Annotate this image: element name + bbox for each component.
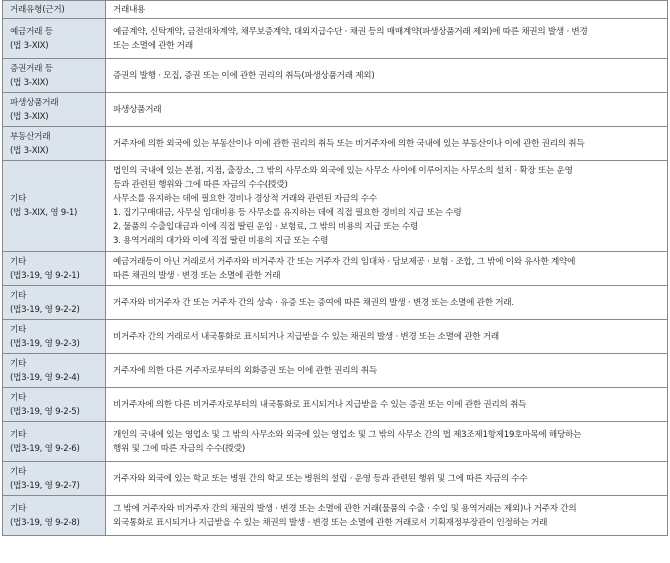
table-row bbox=[3, 422, 668, 462]
transaction-type-cell bbox=[3, 19, 106, 59]
content-line: 거주자에 의한 다른 거주자로부터의 외화증권 또는 이에 관한 권리의 취득 bbox=[113, 365, 377, 376]
transaction-content-cell bbox=[106, 161, 668, 252]
type-line: 기타 bbox=[10, 392, 27, 403]
type-line: 기타 bbox=[10, 503, 27, 514]
transaction-type-cell bbox=[3, 496, 106, 536]
content-line: 3. 용역거래의 대가와 이에 직접 딸린 비용의 지급 또는 수령 bbox=[113, 236, 329, 246]
transaction-content-cell bbox=[106, 59, 668, 93]
transaction-type-cell bbox=[3, 320, 106, 354]
type-line: 예금거래 등 bbox=[10, 26, 53, 37]
type-line: (법3-19, 영 9-2-7) bbox=[10, 480, 80, 491]
transaction-content-cell bbox=[106, 422, 668, 462]
type-line: 기타 bbox=[10, 358, 27, 369]
content-line: 비거주자 간의 거래로서 내국통화로 표시되거나 지급받을 수 있는 채권의 발생 · 변경 또는 소멸에 관한 거래 bbox=[113, 331, 499, 342]
table-row bbox=[3, 354, 668, 388]
transaction-type-cell bbox=[3, 286, 106, 320]
table-row bbox=[3, 320, 668, 354]
content-line: 개인의 국내에 있는 영업소 및 그 밖의 사무소와 외국에 있는 영업소 및 그 밖의 사무소 간의 법 제3조제1항제19호마목에 해당하는 bbox=[113, 429, 582, 440]
content-line: 그 밖에 거주자와 비거주자 간의 채권의 발생 · 변경 또는 소멸에 관한 거래(물품의 수출 · 수입 및 용역거래는 제외)나 거주자 간의 bbox=[113, 503, 577, 514]
content-line: 거주자와 비거주자 간 또는 거주자 간의 상속 · 유증 또는 증여에 따른 채권의 발생 · 변경 또는 소멸에 관한 거래. bbox=[113, 297, 514, 308]
table-row bbox=[3, 496, 668, 536]
type-line: (법 3-XIX) bbox=[10, 111, 49, 122]
type-line: (법 3-XIX) bbox=[10, 145, 49, 156]
content-line: 1. 집기구매대금, 사무실 임대비용 등 사무소를 유지하는 데에 직접 필요한 경비의 지급 또는 수령 bbox=[113, 208, 462, 218]
type-line: 기타 bbox=[10, 194, 27, 204]
type-line: (법3-19, 영 9-2-6) bbox=[10, 443, 80, 454]
transaction-type-cell bbox=[3, 462, 106, 496]
transaction-content-cell bbox=[106, 320, 668, 354]
type-line: (법3-19, 영 9-2-2) bbox=[10, 304, 80, 315]
transaction-type-cell bbox=[3, 422, 106, 462]
content-line: 사무소를 유지하는 데에 필요한 경비나 경상적 거래와 관련된 자금의 수수 bbox=[113, 194, 377, 204]
transaction-content-cell bbox=[106, 93, 668, 127]
transaction-content-cell bbox=[106, 388, 668, 422]
table-row bbox=[3, 388, 668, 422]
transaction-type-cell bbox=[3, 161, 106, 252]
content-line: 예금거래등이 아닌 거래로서 거주자와 비거주자 간 또는 거주자 간의 임대차 · 담보제공 · 보험 · 조합, 그 밖에 이와 유사한 계약에 bbox=[113, 256, 576, 267]
transaction-content-cell bbox=[106, 354, 668, 388]
content-line: 법인의 국내에 있는 본점, 지점, 출장소, 그 밖의 사무소와 외국에 있는 사무소 사이에 이루어지는 사무소의 설치 · 확장 또는 운영 bbox=[113, 166, 573, 176]
type-line: 기타 bbox=[10, 290, 27, 301]
content-line: 증권의 발행 · 모집, 증권 또는 이에 관한 권리의 취득(파생상품거래 제외) bbox=[113, 70, 375, 81]
type-line: (법 3-XIX) bbox=[10, 40, 49, 51]
content-line: 외국통화로 표시되거나 지급받을 수 있는 채권의 발생 · 변경 또는 소멸에 관한 거래로서 기획재정부장관이 인정하는 거래 bbox=[113, 517, 548, 528]
content-line: 행위 및 그에 따른 자금의 수수(授受) bbox=[113, 443, 245, 454]
content-line: 따른 채권의 발생 · 변경 또는 소멸에 관한 거래 bbox=[113, 270, 281, 281]
content-line: 비거주자에 의한 다른 비거주자로부터의 내국통화로 표시되거나 지급받을 수 있는 증권 또는 이에 관한 권리의 취득 bbox=[113, 399, 527, 410]
type-line: 증권거래 등 bbox=[10, 63, 53, 74]
header-content: 거래내용 bbox=[106, 1, 668, 19]
transaction-content-cell bbox=[106, 127, 668, 161]
content-line: 등과 관련된 행위와 그에 따른 자금의 수수(授受) bbox=[113, 180, 288, 190]
type-line: (법3-19, 영 9-2-1) bbox=[10, 270, 80, 281]
content-line: 예금계약, 신탁계약, 금전대차계약, 채무보증계약, 대외지급수단 · 채권 등의 매매계약(파생상품거래 제외)에 따른 채권의 발생 · 변경 bbox=[113, 26, 588, 37]
type-line: (법 3-XIX) bbox=[10, 77, 49, 88]
transaction-content-cell bbox=[106, 19, 668, 59]
transaction-content-cell bbox=[106, 462, 668, 496]
type-line: 파생상품거래 bbox=[10, 97, 59, 108]
table-row bbox=[3, 19, 668, 59]
transaction-type-cell bbox=[3, 127, 106, 161]
transaction-content-cell bbox=[106, 496, 668, 536]
content-line: 또는 소멸에 관한 거래 bbox=[113, 40, 193, 51]
table-row bbox=[3, 93, 668, 127]
transaction-type-cell bbox=[3, 93, 106, 127]
table-row bbox=[3, 127, 668, 161]
type-line: (법 3-XIX, 영 9-1) bbox=[10, 208, 78, 218]
content-line: 거주자와 외국에 있는 학교 또는 병원 간의 학교 또는 병원의 설립 · 운영 등과 관련된 행위 및 그에 따른 자금의 수수 bbox=[113, 473, 528, 484]
transaction-type-cell bbox=[3, 252, 106, 286]
transaction-type-table bbox=[2, 0, 668, 536]
transaction-type-cell bbox=[3, 59, 106, 93]
transaction-type-cell bbox=[3, 388, 106, 422]
content-line: 2. 물품의 수출입대금과 이에 직접 딸린 운임 · 보험료, 그 밖의 비용의 지급 또는 수령 bbox=[113, 222, 419, 232]
type-line: 기타 bbox=[10, 324, 27, 335]
type-line: 기타 bbox=[10, 256, 27, 267]
type-line: (법3-19, 영 9-2-8) bbox=[10, 517, 80, 528]
transaction-content-cell bbox=[106, 252, 668, 286]
table-row bbox=[3, 286, 668, 320]
table-header-row bbox=[3, 1, 668, 19]
table-row bbox=[3, 252, 668, 286]
table-row bbox=[3, 161, 668, 252]
transaction-content-cell bbox=[106, 286, 668, 320]
type-line: (법3-19, 영 9-2-4) bbox=[10, 372, 80, 383]
content-line: 거주자에 의한 외국에 있는 부동산이나 이에 관한 권리의 취득 또는 비거주자에 의한 국내에 있는 부동산이나 이에 관한 권리의 취득 bbox=[113, 138, 585, 149]
type-line: (법3-19, 영 9-2-5) bbox=[10, 406, 80, 417]
table-row bbox=[3, 59, 668, 93]
type-line: 기타 bbox=[10, 429, 27, 440]
type-line: 기타 bbox=[10, 466, 27, 477]
header-type: 거래유형(근거) bbox=[3, 1, 106, 19]
content-line: 파생상품거래 bbox=[113, 104, 162, 115]
table-row bbox=[3, 462, 668, 496]
type-line: 부동산거래 bbox=[10, 131, 51, 142]
type-line: (법3-19, 영 9-2-3) bbox=[10, 338, 80, 349]
transaction-type-cell bbox=[3, 354, 106, 388]
